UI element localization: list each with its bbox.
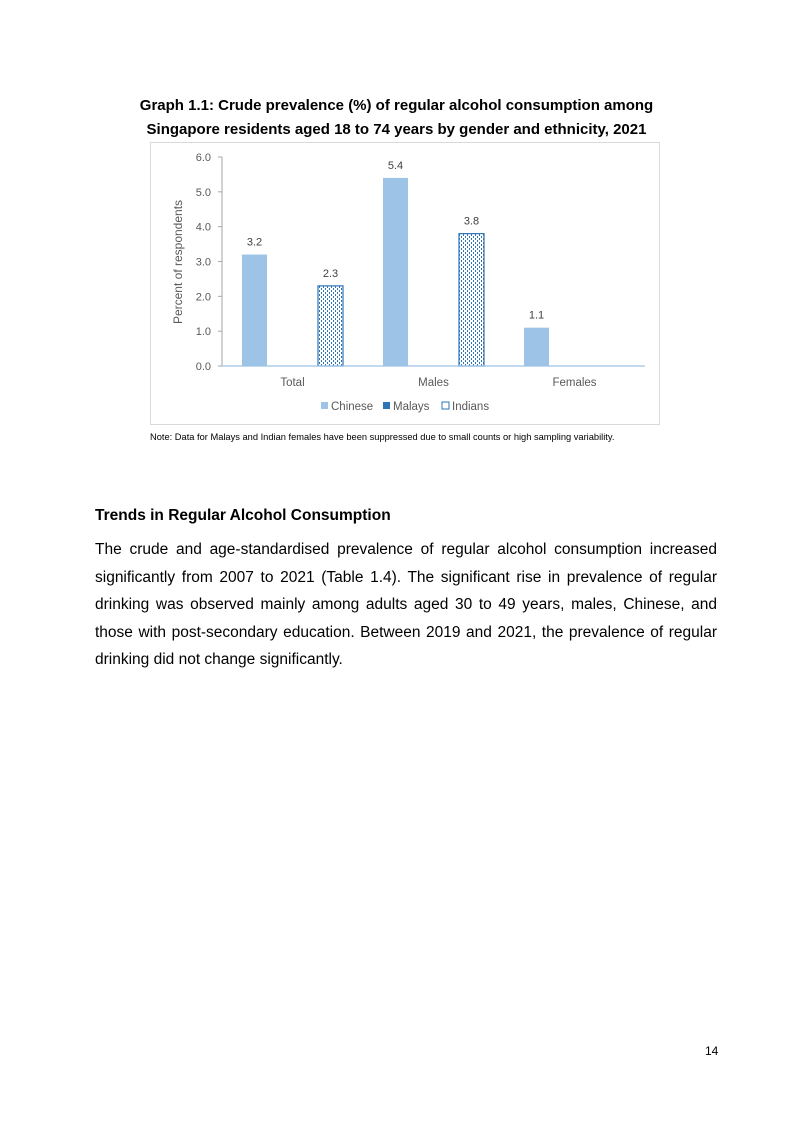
data-label: 1.1 [528, 309, 545, 322]
body-paragraph: The crude and age-standardised prevalence of regular alcohol consumption increased significantly from 2007 to 2021 (Table 1.4). The significant rise in prevalence of regular drinking was observed mainly among adults aged 30 to 49 years, males, Chinese, and those with post-secondary education. Between 2019 and 2021, the prevalence of regular drinking did not change significantly. [95, 541, 717, 668]
legend-label-indians: Indians [452, 401, 490, 413]
bar-chart [0, 0, 793, 440]
graph-title-line-1: Graph 1.1: Crude prevalence (%) of regular alcohol consumption among [139, 97, 654, 114]
legend-swatch-indians [442, 402, 449, 409]
y-tick-label: 3.0 [195, 256, 211, 269]
bar-chinese-total [242, 255, 267, 366]
y-tick-label: 6.0 [195, 152, 211, 164]
bar-indians-males [459, 234, 484, 366]
y-tick-label: 1.0 [195, 326, 211, 339]
bar-indians-total [318, 286, 343, 366]
bar-chinese-females [524, 328, 549, 366]
legend-swatch-malays [383, 402, 390, 409]
y-axis-label: Percent of respondents [171, 199, 185, 325]
data-label: 5.4 [387, 159, 404, 172]
graph-title-line-2: Singapore residents aged 18 to 74 years by gender and ethnicity, 2021 [146, 121, 647, 138]
legend-swatch-chinese [321, 402, 328, 409]
section-heading: Trends in Regular Alcohol Consumption [95, 507, 391, 524]
data-label: 3.2 [246, 236, 263, 249]
data-label: 3.8 [463, 215, 480, 228]
y-tick-label: 2.0 [195, 291, 211, 304]
page-number: 14 [705, 1044, 719, 1058]
y-tick-label: 0.0 [195, 361, 211, 373]
chart-note: Note: Data for Malays and Indian females have been suppressed due to small counts or high sampling variability. [150, 432, 615, 442]
chart-legend [321, 401, 489, 413]
data-label: 2.3 [322, 267, 339, 280]
legend-label-malays: Malays [393, 401, 430, 413]
x-tick-label: Females [552, 377, 597, 389]
y-tick-label: 5.0 [195, 186, 211, 199]
bar-chinese-males [383, 178, 408, 366]
legend-label-chinese: Chinese [331, 401, 374, 413]
x-tick-label: Total [280, 377, 305, 389]
x-tick-label: Males [418, 377, 449, 389]
y-tick-label: 4.0 [195, 221, 211, 234]
